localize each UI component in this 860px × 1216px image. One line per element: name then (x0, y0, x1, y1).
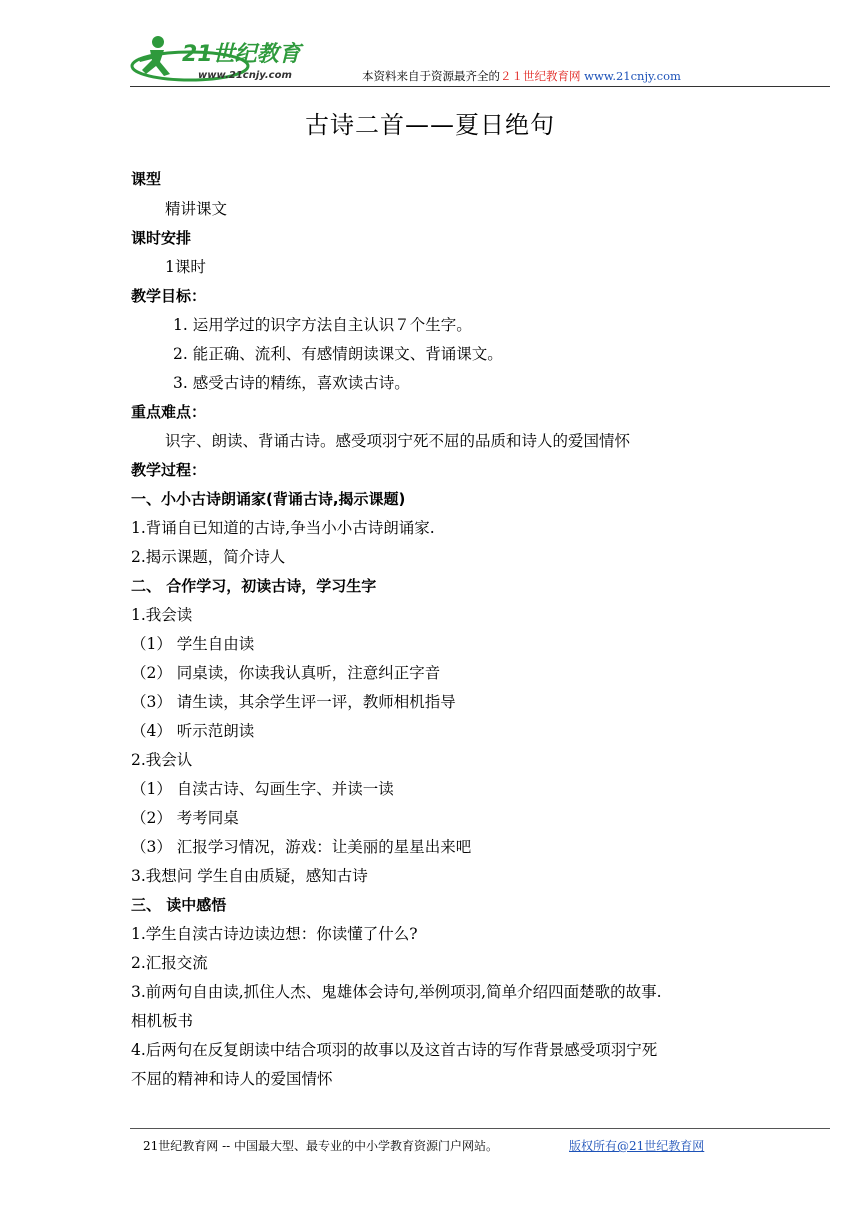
part3-item: 相机板书 (131, 1012, 194, 1030)
part2-recog-item: （3） 汇报学习情况，游戏：让美丽的星星出来吧 (131, 838, 472, 856)
part2-sub-heading: 3.我想问 学生自由质疑，感知古诗 (131, 867, 368, 885)
section-label-type: 课型 (131, 170, 162, 188)
part2-recog-item: （1） 自渎古诗、勾画生字、并读一读 (131, 780, 394, 798)
section-label-hours: 课时安排 (131, 229, 192, 247)
part2-recog-item: （2） 考考同桌 (131, 809, 239, 827)
goal-item: 3. 感受古诗的精练，喜欢读古诗。 (173, 374, 410, 392)
part2-read-item: （2） 同桌读，你读我认真听，注意纠正字音 (131, 664, 441, 682)
section-label-process: 教学过程： (131, 461, 207, 479)
header-site-url[interactable]: www.21cnjy.com (584, 69, 681, 83)
footer-divider (130, 1128, 830, 1129)
logo-url: www.21cnjy.com (198, 70, 292, 81)
logo-21cnjy (130, 28, 340, 86)
header-prefix: 本资料来自于资源最齐全的 (362, 69, 500, 83)
part3-item: 2.汇报交流 (131, 954, 208, 972)
part2-read-item: （4） 听示范朗读 (131, 722, 255, 740)
part2-sub-heading: 1.我会读 (131, 606, 193, 624)
header-source-text (362, 68, 681, 84)
part1-item: 1.背诵自已知道的古诗,争当小小古诗朗诵家. (131, 519, 435, 537)
part2-read-item: （3） 请生读，其余学生评一评，教师相机指导 (131, 693, 456, 711)
part1-heading: 一、小小古诗朗诵家(背诵古诗,揭示课题) (131, 490, 406, 508)
footer-copyright-link[interactable]: 版权所有@21世纪教育网 (569, 1139, 705, 1153)
page-header (130, 28, 830, 88)
hours-value: 1课时 (165, 258, 206, 276)
part3-item: 4.后两句在反复朗读中结合项羽的故事以及这首古诗的写作背景感受项羽宁死 (131, 1041, 658, 1059)
goal-item: 1. 运用学过的识字方法自主认识７个生字。 (173, 316, 472, 334)
header-site-name[interactable]: ２１世纪教育网 (500, 69, 581, 83)
logo-text: 21世纪教育 (182, 42, 301, 67)
part2-heading: 二、 合作学习，初读古诗，学习生字 (131, 577, 377, 595)
part1-item: 2.揭示课题，简介诗人 (131, 548, 286, 566)
section-label-goals: 教学目标： (131, 287, 207, 305)
goal-item: 2. 能正确、流利、有感情朗读课文、背诵课文。 (173, 345, 503, 363)
part3-item: 1.学生自渎古诗边读边想：你读懂了什么? (131, 925, 418, 943)
part3-item: 3.前两句自由读,抓住人杰、鬼雄体会诗句,举例项羽,简单介绍四面楚歌的故事. (131, 983, 662, 1001)
section-label-focus: 重点难点： (131, 403, 207, 421)
footer-text: 21世纪教育网 -- 中国最大型、最专业的中小学教育资源门户网站。 (143, 1139, 499, 1153)
focus-value: 识字、朗读、背诵古诗。感受项羽宁死不屈的品质和诗人的爱国情怀 (165, 432, 631, 450)
type-value: 精讲课文 (165, 200, 228, 218)
part2-read-item: （1） 学生自由读 (131, 635, 255, 653)
page-title: 古诗二首——夏日绝句 (305, 111, 555, 139)
part3-item: 不屈的精神和诗人的爱国情怀 (131, 1070, 333, 1088)
part2-sub-heading: 2.我会认 (131, 751, 193, 769)
header-divider (130, 86, 830, 87)
part3-heading: 三、 读中感悟 (131, 896, 227, 914)
